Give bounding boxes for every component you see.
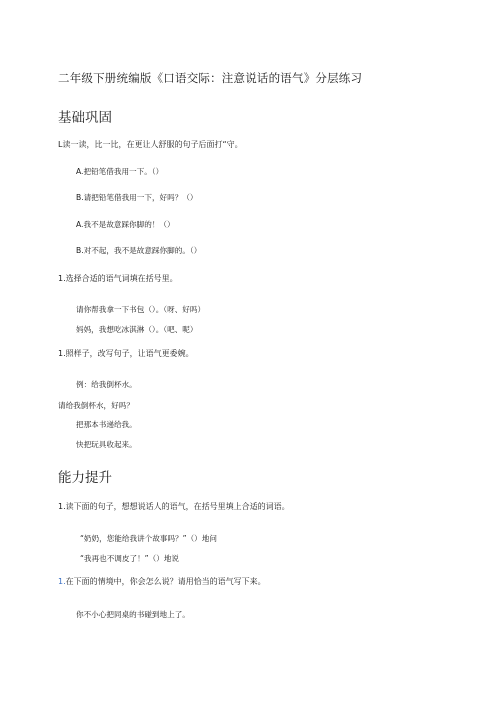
rewrite-line: 把那本书递给我。 — [76, 420, 137, 429]
question-text: 读下面的句子，想想说话人的语气，在括号里填上合适的词语。 — [65, 502, 290, 511]
scenario-line: 你不小心把同桌的书碰到地上了。 — [76, 610, 190, 619]
question-4 — [58, 503, 290, 511]
question-number: 1. — [58, 349, 66, 358]
question-number: L — [58, 140, 63, 149]
example-answer: 请给我倒杯水，好吗？ — [58, 401, 134, 410]
question-text: 照样子，改写句子，让语气更委婉。 — [65, 349, 194, 358]
fill-line: 请你帮我拿一下书包（）。（呀、好吗） — [76, 305, 206, 314]
question-text: 读一读，比一比，在更让人舒服的句子后面打“守。 — [62, 140, 243, 149]
question-number: 1. — [58, 274, 66, 283]
question-number: 1. — [58, 577, 66, 586]
section-heading-basic: 基础巩固 — [58, 110, 112, 126]
question-5 — [58, 578, 266, 586]
question-number: 1. — [58, 502, 66, 511]
question-2 — [58, 275, 178, 283]
question-3 — [58, 350, 194, 358]
question-1 — [58, 141, 243, 149]
fill-line: “我再也不调皮了！”（）地说 — [80, 554, 179, 563]
section-heading-advanced: 能力提升 — [58, 470, 112, 486]
example-line: 例：给我倒杯水。 — [76, 380, 137, 389]
option-line: B.请把铅笔借我用一下，好吗？（） — [76, 193, 198, 202]
option-line: A.把铅笔借我用一下。（） — [76, 167, 164, 176]
option-line: B.对不起，我不是故意踩你脚的。（） — [76, 246, 202, 255]
question-text: 在下面的情境中，你会怎么说？请用恰当的语气写下来。 — [65, 577, 266, 586]
fill-line: “奶奶，您能给我讲个故事吗？”（）地问 — [80, 534, 217, 543]
rewrite-line: 快把玩具收起来。 — [76, 440, 137, 449]
option-line: A.我不是故意踩你脚的！（） — [76, 220, 175, 229]
question-text: 选择合适的语气词填在括号里。 — [65, 274, 178, 283]
fill-line: 妈妈，我想吃冰淇淋（）。（吧、呢） — [76, 325, 198, 334]
page-title: 二年级下册统编版《口语交际：注意说话的语气》分层练习 — [58, 71, 363, 85]
